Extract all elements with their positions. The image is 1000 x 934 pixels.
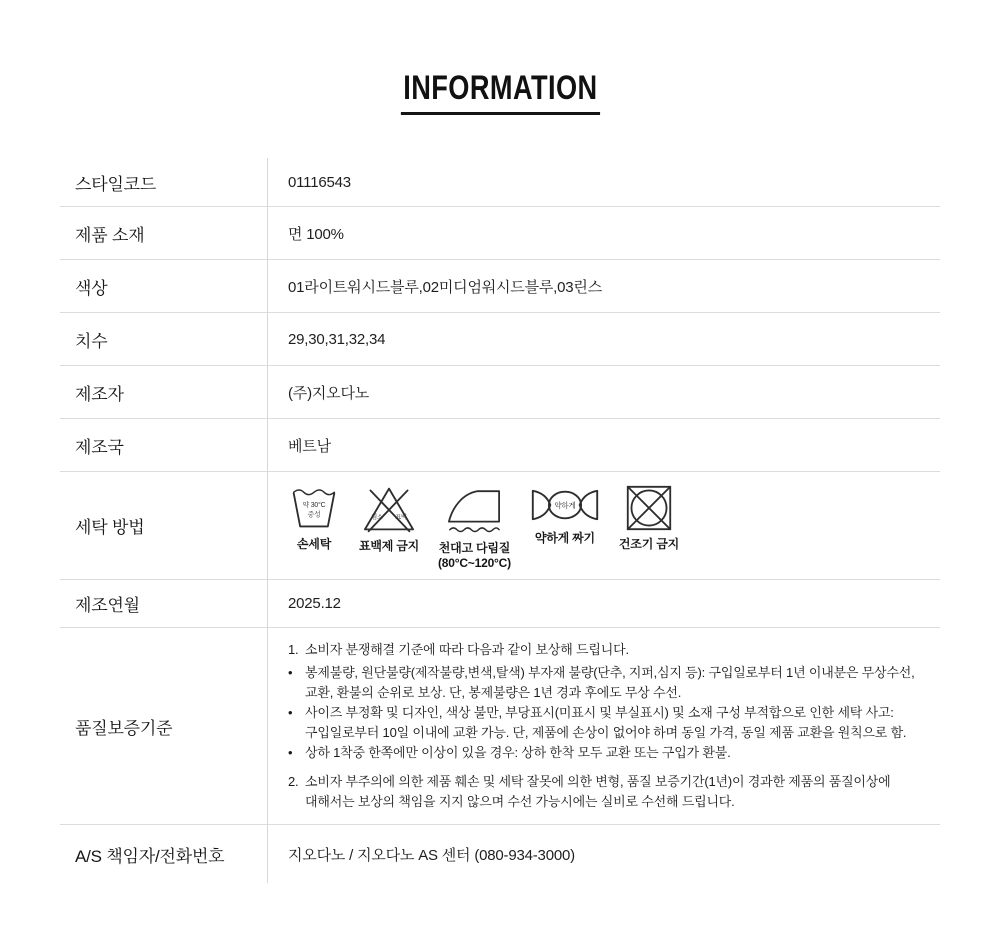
row-label: 제조자 bbox=[60, 366, 268, 418]
row-label: 스타일코드 bbox=[60, 158, 268, 206]
table-row-warranty bbox=[60, 628, 940, 825]
row-label: 세탁 방법 bbox=[60, 472, 268, 579]
hand-wash-icon bbox=[288, 484, 340, 532]
row-label: 치수 bbox=[60, 313, 268, 365]
table-row-color bbox=[60, 260, 940, 313]
row-value: 29,30,31,32,34 bbox=[288, 330, 386, 348]
table-row-as-contact bbox=[60, 825, 940, 883]
row-value: 2025.12 bbox=[288, 595, 341, 612]
care-icons-group bbox=[268, 472, 940, 579]
care-item-label: 천대고 다림질 (80°C~120°C) bbox=[438, 541, 511, 570]
care-item-no-bleach bbox=[358, 484, 420, 554]
table-row-care-instructions bbox=[60, 472, 940, 580]
row-value: 지오다노 / 지오다노 AS 센터 (080-934-3000) bbox=[288, 846, 575, 864]
care-item-label: 표백제 금지 bbox=[358, 539, 420, 553]
svg-text:약 30°C: 약 30°C bbox=[302, 502, 326, 510]
no-tumble-dry-icon bbox=[625, 484, 673, 532]
row-value: 면 100% bbox=[288, 225, 344, 243]
row-value: (주)지오다노 bbox=[288, 384, 370, 402]
table-row-material bbox=[60, 207, 940, 260]
warranty-line: • 사이즈 부정확 및 디자인, 색상 불만, 부당표시(미표시 및 부실표시) 및 소재 구성 부적합으로 인한 세탁 사고: 구입일로부터 10일 이내에 교환 가능. 단, 제품에 손상이 없어야 하며 동일 가격, 동일 제품 교환을 원칙으로 함. bbox=[288, 705, 907, 741]
no-bleach-icon bbox=[358, 484, 420, 534]
row-label: 제품 소재 bbox=[60, 207, 268, 259]
table-row-country bbox=[60, 419, 940, 472]
warranty-text-block bbox=[268, 628, 940, 824]
product-info-table bbox=[60, 158, 940, 883]
table-row-style-code bbox=[60, 158, 940, 207]
row-value: 01라이트워시드블루,02미디엄워시드블루,03린스 bbox=[288, 278, 603, 296]
table-row-manufacture-date bbox=[60, 580, 940, 628]
care-item-iron bbox=[438, 484, 511, 571]
care-item-hand-wash bbox=[288, 484, 340, 552]
page-title: INFORMATION bbox=[400, 70, 599, 115]
row-label: A/S 책임자/전화번호 bbox=[60, 825, 268, 883]
row-label: 색상 bbox=[60, 260, 268, 312]
warranty-line: • 봉제불량, 원단불량(제작불량,변색,탈색) 부자재 불량(단추, 지퍼,심지 등): 구입일로부터 1년 이내분은 무상수선, 교환, 환불의 순위로 보상. 단, 봉제불량은 1년 경과 후에도 무상 수선. bbox=[288, 665, 915, 701]
care-item-label: 약하게 짜기 bbox=[534, 531, 595, 545]
care-item-no-tumble-dry bbox=[619, 484, 679, 552]
care-items bbox=[288, 480, 679, 571]
page-header bbox=[0, 70, 1000, 115]
row-value: 베트남 bbox=[288, 437, 331, 455]
iron-with-cloth-icon bbox=[445, 484, 503, 536]
table-row-size bbox=[60, 313, 940, 366]
warranty-line: 2. 소비자 부주의에 의한 제품 훼손 및 세탁 잘못에 의한 변형, 품질 보증기간(1년)이 경과한 제품의 품질이상에 대해서는 보상의 책임을 지지 않으며 수선 가능시에는 실비로 수선해 드립니다. bbox=[288, 774, 891, 810]
wring-gently-icon bbox=[529, 484, 601, 526]
row-label: 제조국 bbox=[60, 419, 268, 471]
row-label: 품질보증기준 bbox=[60, 628, 268, 824]
warranty-line: • 상하 1착중 한쪽에만 이상이 있을 경우: 상하 한착 모두 교환 또는 구입가 환불. bbox=[288, 745, 731, 761]
svg-text:약하게: 약하게 bbox=[554, 500, 576, 510]
care-item-wring bbox=[529, 484, 601, 546]
table-row-manufacturer bbox=[60, 366, 940, 419]
care-item-label: 건조기 금지 bbox=[618, 537, 680, 551]
svg-text:염소: 염소 bbox=[371, 515, 383, 522]
care-item-label: 손세탁 bbox=[296, 537, 332, 551]
row-label: 제조연월 bbox=[60, 580, 268, 627]
warranty-line: 1. 소비자 분쟁해결 기준에 따라 다음과 같이 보상해 드립니다. bbox=[288, 642, 629, 657]
row-value: 01116543 bbox=[288, 173, 351, 191]
svg-text:중성: 중성 bbox=[307, 511, 321, 519]
svg-text:표백: 표백 bbox=[395, 515, 407, 522]
